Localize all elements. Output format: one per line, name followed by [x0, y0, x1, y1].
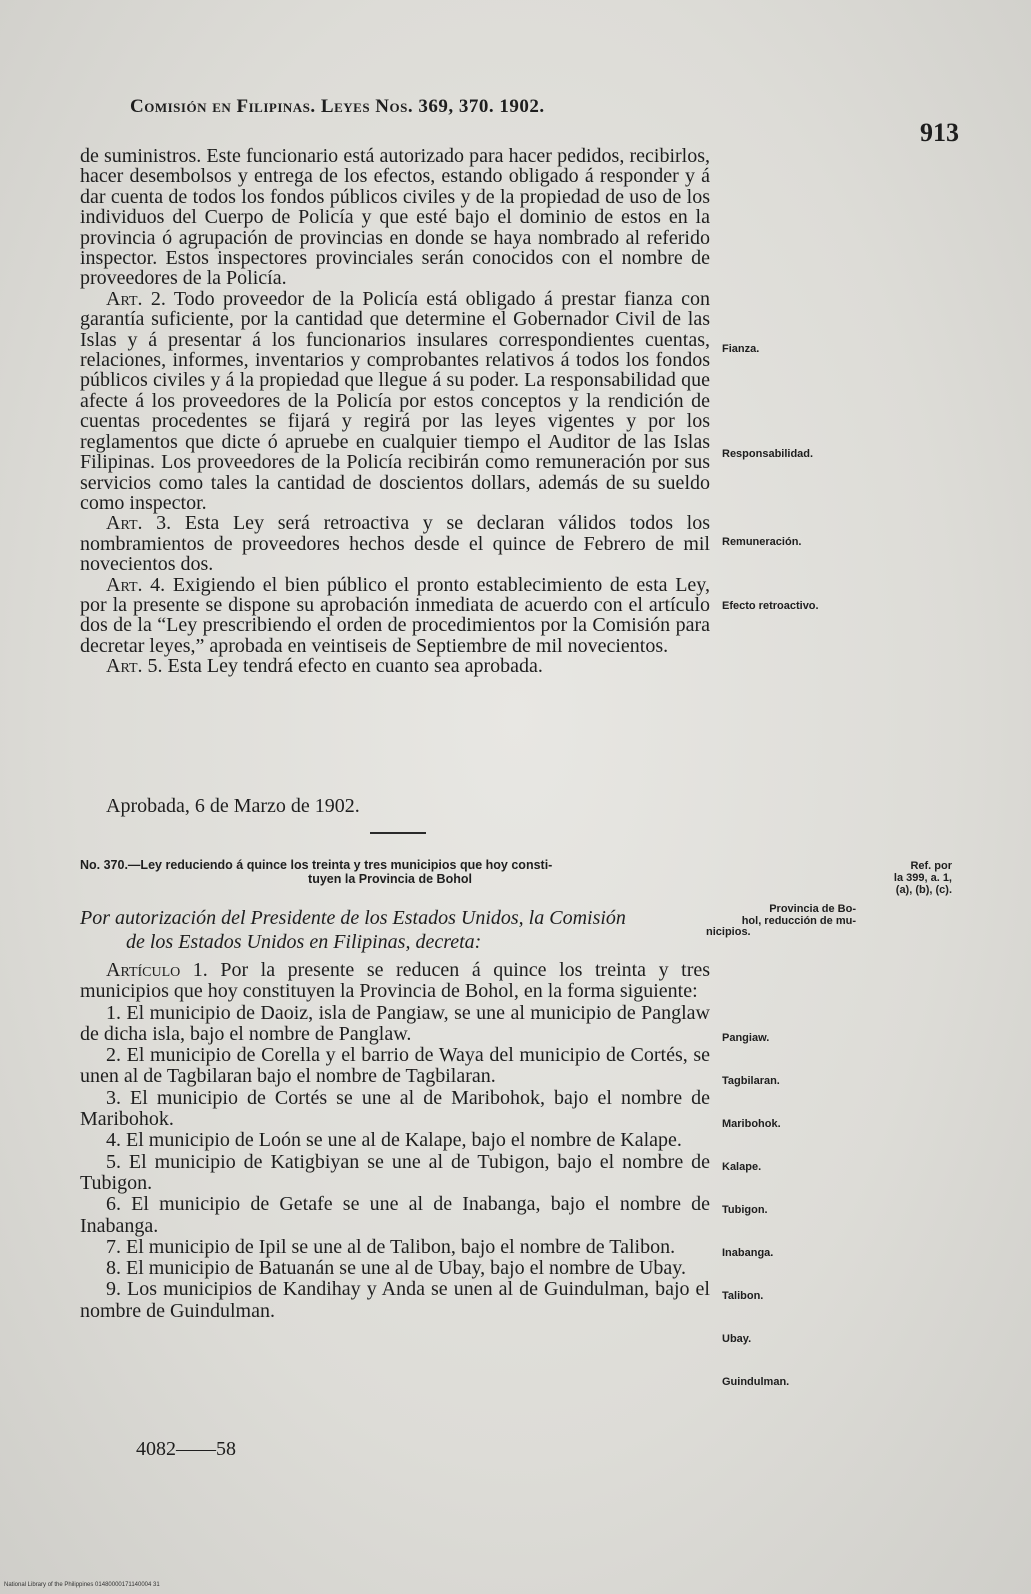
- article-1-paragraph: [80, 960, 710, 1003]
- article-2-label: Art. 2.: [106, 287, 166, 310]
- list-item: 8. El municipio de Batuanán se une al de Ubay, bajo el nombre de Ubay.: [106, 1257, 687, 1280]
- margin-note-item: Ubay.: [722, 1333, 752, 1345]
- article-1-label: Artículo 1.: [106, 959, 208, 981]
- list-item: 3. El municipio de Cortés se une al de Maribohok, bajo el nombre de Maribohok.: [80, 1086, 710, 1131]
- law-370-title-line-1: No. 370.—Ley reduciendo á quince los treinta y tres municipios que hoy consti-: [80, 858, 553, 872]
- enacting-clause: [80, 906, 710, 954]
- law-369-text: [80, 146, 710, 677]
- margin-note-item: Tagbilaran.: [722, 1075, 780, 1087]
- list-item: 7. El municipio de Ipil se une al de Talibon, bajo el nombre de Talibon.: [106, 1235, 676, 1258]
- margin-note-item: Maribohok.: [722, 1118, 781, 1130]
- list-item: 5. El municipio de Katigbiyan se une al de Tubigon, bajo el nombre de Tubigon.: [80, 1150, 710, 1194]
- article-2-paragraph: [80, 289, 710, 513]
- running-header: Comisión en Filipinas. Leyes Nos. 369, 370. 1902.: [130, 96, 545, 117]
- article-3-label: Art. 3.: [106, 512, 172, 535]
- reference-line-2: la 399, a. 1,: [893, 872, 952, 884]
- provincia-line-1: Provincia de Bo-: [769, 903, 856, 915]
- list-item: 9. Los municipios de Kandihay y Anda se unen al de Guindulman, bajo el nombre de Guindulman.: [80, 1278, 710, 1322]
- page-number: 913: [920, 118, 959, 147]
- list-item: 1. El municipio de Daoiz, isla de Pangiaw, se une al municipio de Panglaw de dicha isla, bajo el nombre de Panglaw.: [80, 1001, 710, 1045]
- enacting-clause-line-2: de los Estados Unidos en Filipinas, decreta:: [126, 931, 482, 953]
- margin-note-remuneracion: Remuneración.: [722, 536, 802, 548]
- article-5-label: Art. 5.: [106, 655, 163, 678]
- continuation-paragraph: de suministros. Este funcionario está autorizado para hacer pedidos, recibirlos, hacer desembolsos y entrega de los efectos, estando obligado á responder y á dar cuenta de todos los fondos públicos civiles y de la propiedad de uso de los individuos del Cuerpo de Policía y que esté bajo el dominio de estos en la provincia ó agrupación de provincias en donde se haya nombrado al referido inspector. Estos inspectores provinciales serán conocidos con el nombre de proveedores de la Policía.: [80, 145, 710, 290]
- article-4-label: Art. 4.: [106, 573, 166, 596]
- margin-note-fianza: Fianza.: [722, 343, 760, 355]
- article-5-text: Esta Ley tendrá efecto en cuanto sea aprobada.: [167, 655, 543, 678]
- article-5-paragraph: [80, 656, 710, 676]
- list-item: 6. El municipio de Getafe se une al de Inabanga, bajo el nombre de Inabanga.: [80, 1193, 710, 1237]
- list-item: 4. El municipio de Loón se une al de Kalape, bajo el nombre de Kalape.: [106, 1129, 682, 1152]
- article-3-text: Esta Ley será retroactiva y se declaran válidos todos los nombramientos de proveedores hechos desde el quince de Febrero de mil novecientos dos.: [80, 512, 711, 576]
- signature-code: 4082——58: [136, 1438, 236, 1460]
- provincia-line-3: nicipios.: [706, 926, 751, 938]
- margin-note-item: Talibon.: [722, 1290, 764, 1302]
- margin-note-efecto-retroactivo: Efecto retroactivo.: [722, 600, 819, 612]
- margin-note-item: Tubigon.: [722, 1204, 768, 1216]
- margin-note-reference: [862, 860, 952, 896]
- margin-note-item: Pangiaw.: [722, 1032, 770, 1044]
- approval-date: Aprobada, 6 de Marzo de 1902.: [106, 795, 360, 817]
- law-370-title: [80, 858, 700, 886]
- article-4-paragraph: [80, 575, 710, 657]
- article-3-paragraph: [80, 513, 710, 574]
- article-2-text: Todo proveedor de la Policía está obligado á prestar fianza con garantía suficiente, por la cantidad que determine el Gobernador Civil de las Islas y á presentar á los funcionarios insulares correspondientes cuentas, relaciones, informes, inventarios y comprobantes relativos á todos los fondos públicos civiles y á la propiedad que llegue á su poder. La responsabilidad que afecte á los proveedores de la Policía por estos conceptos y la rendición de cuentas procedentes se fijará y regirá por las leyes vigentes y por los reglamentos que dicte ó apruebe en cualquier tiempo el Auditor de las Islas Filipinas. Los proveedores de la Policía recibirán como remuneración por sus servicios como tales la cantidad de doscientos dollars, además de su sueldo como inspector.: [80, 287, 710, 514]
- margin-note-item: Kalape.: [722, 1161, 762, 1173]
- article-4-text: Exigiendo el bien público el pronto establecimiento de esta Ley, por la presente se dispone su aprobación inmediata de acuerdo con el artículo dos de la “Ley prescribiendo el orden de procedimientos por la Comisión para decretar leyes,” aprobada en veintiseis de Septiembre de mil novecientos.: [80, 573, 710, 657]
- reference-line-1: Ref. por: [910, 860, 952, 872]
- law-370-articles: [80, 960, 710, 1322]
- margin-note-responsabilidad: Responsabilidad.: [722, 448, 814, 460]
- provincia-line-2: hol, reducción de mu-: [741, 914, 856, 927]
- margin-note-item: Guindulman.: [722, 1376, 790, 1388]
- enacting-clause-line-1: Por autorización del Presidente de los Estados Unidos, la Comisión: [80, 907, 626, 929]
- margin-note-provincia: [706, 904, 856, 939]
- margin-note-item: Inabanga.: [722, 1247, 774, 1259]
- reference-line-3: (a), (b), (c).: [895, 884, 952, 896]
- library-credit: National Library of the Philippines 01480000171140004 31: [4, 1582, 160, 1588]
- article-1-text: Por la presente se reducen á quince los treinta y tres municipios que hoy constituyen la Provincia de Bohol, en la forma siguiente:: [80, 959, 711, 1003]
- section-divider: [370, 832, 426, 834]
- list-item: 2. El municipio de Corella y el barrio de Waya del municipio de Cortés, se unen al de Tagbilaran bajo el nombre de Tagbilaran.: [80, 1044, 710, 1088]
- law-370-title-line-2: tuyen la Provincia de Bohol: [308, 872, 472, 886]
